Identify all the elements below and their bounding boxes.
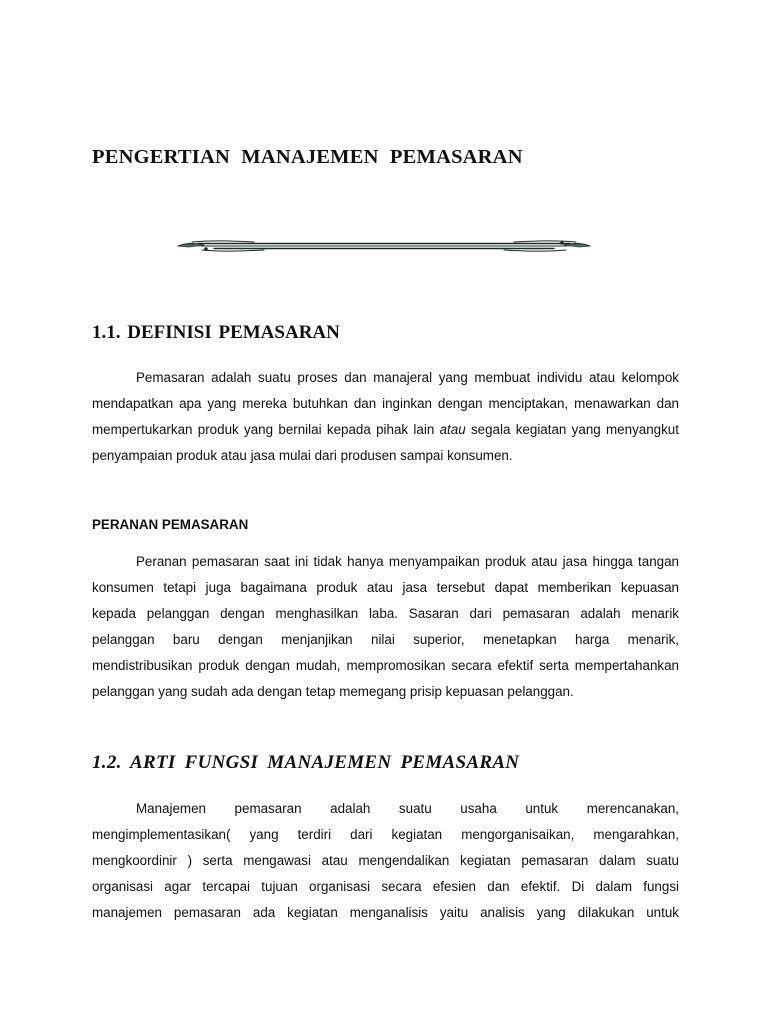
paragraph-line: Peranan pemasaran saat ini tidak hanya menyampaikan produk atau jasa hingga tangan	[136, 554, 679, 569]
paragraph-line: mendapatkan apa yang mereka butuhkan dan inginkan dengan menciptakan, menawarkan dan	[92, 396, 679, 411]
section-heading-peranan: PERANAN PEMASARAN	[92, 517, 249, 532]
paragraph-line: pelanggan yang sudah ada dengan tetap memegang prisip kepuasan pelanggan.	[92, 684, 574, 699]
paragraph-line: mengimplementasikan( yang terdiri dari kegiatan mengorganisaikan, mengarahkan,	[92, 827, 679, 842]
line-text: mempertukarkan produk yang bernilai kepada pihak lain	[92, 422, 435, 437]
section-heading-definisi: 1.1. DEFINISI PEMASARAN	[92, 322, 340, 343]
paragraph-line: Pemasaran adalah suatu proses dan manajeral yang membuat individu atau kelompok	[136, 370, 679, 385]
paragraph-line: penyampaian produk atau jasa mulai dari produsen sampai konsumen.	[92, 448, 513, 463]
document-title: PENGERTIAN MANAJEMEN PEMASARAN	[92, 146, 523, 168]
paragraph-line: mengkoordinir ) serta mengawasi atau mengendalikan kegiatan pemasaran dalam suatu	[92, 853, 679, 868]
paragraph-line: kepada pelanggan dengan menghasilkan laba. Sasaran dari pemasaran adalah menarik	[92, 606, 679, 621]
paragraph-line: organisasi agar tercapai tujuan organisasi secara efesien dan efektif. Di dalam fungsi	[92, 879, 679, 894]
line-text: segala kegiatan yang menyangkut	[470, 422, 679, 437]
paragraph-line: Manajemen pemasaran adalah suatu usaha untuk merencanakan,	[136, 801, 679, 816]
paragraph-line: manajemen pemasaran ada kegiatan menganalisis yaitu analisis yang dilakukan untuk	[92, 905, 679, 920]
paragraph-peranan	[92, 549, 679, 705]
section-heading-arti-fungsi: 1.2. ARTI FUNGSI MANAJEMEN PEMASARAN	[92, 752, 520, 773]
ornamental-divider	[174, 234, 594, 258]
italic-word: atau	[439, 422, 466, 437]
paragraph-line: konsumen tetapi juga bagaimana produk atau jasa tersebut dapat memberikan kepuasan	[92, 580, 679, 595]
paragraph-line	[92, 417, 679, 443]
paragraph-definisi	[92, 365, 679, 469]
paragraph-arti-fungsi	[92, 796, 679, 926]
paragraph-line: mendistribusikan produk dengan mudah, mempromosikan secara efektif serta mempertahankan	[92, 658, 679, 673]
paragraph-line: pelanggan baru dengan menjanjikan nilai superior, menetapkan harga menarik,	[92, 632, 679, 647]
